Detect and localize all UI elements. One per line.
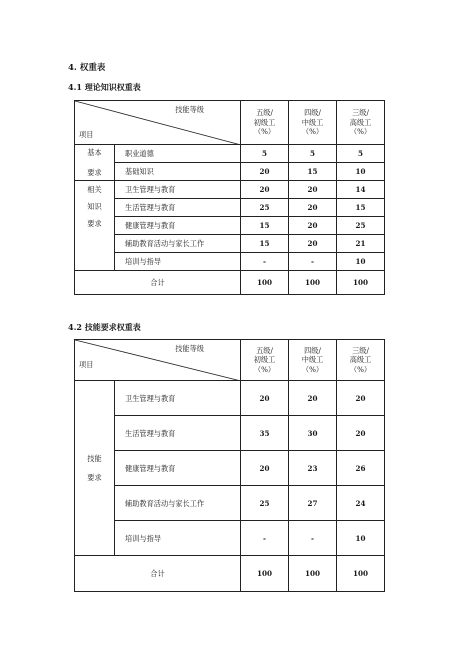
table1-corner-top-label: 技能等级	[175, 105, 204, 114]
table-cell-value: 14	[337, 181, 385, 199]
table-row	[75, 381, 385, 416]
table2-corner-top-label: 技能等级	[175, 344, 204, 353]
table-row-item: 健康管理与教育	[115, 451, 241, 486]
table-row-item: 基础知识	[115, 163, 241, 181]
table-row	[75, 253, 385, 271]
table-row-item: 生活管理与教育	[115, 199, 241, 217]
table-cell-value: 100	[337, 556, 385, 592]
table-row-item: 培训与指导	[115, 521, 241, 556]
table1-level-header-3: 三级/ 高级工 （%）	[337, 101, 385, 145]
table-cell-value: 27	[289, 486, 337, 521]
table1-title: 4.1 理论知识权重表	[68, 82, 141, 92]
table-cell-value: 20	[289, 199, 337, 217]
table-row	[75, 451, 385, 486]
table-cell-value: 20	[337, 416, 385, 451]
table-cell-value: 20	[289, 235, 337, 253]
table-row-item: 生活管理与教育	[115, 416, 241, 451]
table-cell-value: 5	[241, 145, 289, 163]
table-row	[75, 486, 385, 521]
table-cell-value: 15	[337, 199, 385, 217]
table-row	[75, 199, 385, 217]
table-cell-value: 10	[337, 163, 385, 181]
table1-category-related: 相关 知识 要求	[75, 181, 115, 271]
table-cell-value: 20	[289, 381, 337, 416]
table-cell-value: -	[241, 521, 289, 556]
table2-category-skill: 技能 要求	[75, 381, 115, 556]
table-row-item: 健康管理与教育	[115, 217, 241, 235]
table-cell-value: -	[289, 521, 337, 556]
table-cell-value: 23	[289, 451, 337, 486]
table2-corner-bottom-label: 项目	[79, 360, 94, 369]
table1-level-header-5: 五级/ 初级工 （%）	[241, 101, 289, 145]
table-cell-value: 24	[337, 486, 385, 521]
table-cell-value: 20	[241, 163, 289, 181]
table1-total-row	[75, 271, 385, 295]
table-cell-value: 26	[337, 451, 385, 486]
table-cell-value: 20	[241, 451, 289, 486]
table-cell-value: 100	[241, 271, 289, 295]
table2-total-row	[75, 556, 385, 592]
table-cell-value: -	[241, 253, 289, 271]
table1-diagonal-line	[75, 101, 241, 145]
section-title: 4. 权重表	[68, 63, 106, 73]
table-cell-value: 100	[241, 556, 289, 592]
table-row	[75, 416, 385, 451]
table-row	[75, 181, 385, 199]
table-row-item: 卫生管理与教育	[115, 381, 241, 416]
table-cell-value: 20	[337, 381, 385, 416]
table-cell-value: 100	[289, 271, 337, 295]
table2-corner-cell	[75, 340, 241, 381]
table-cell-value: 5	[289, 145, 337, 163]
table2-level-header-4: 四级/ 中级工 （%）	[289, 340, 337, 381]
table-cell-value: 10	[337, 253, 385, 271]
table2-diagonal-line	[75, 340, 241, 381]
table-cell-value: 10	[337, 521, 385, 556]
table-row	[75, 145, 385, 163]
table-row-item: 辅助教育活动与家长工作	[115, 486, 241, 521]
table-row	[75, 163, 385, 181]
table2-level-header-5: 五级/ 初级工 （%）	[241, 340, 289, 381]
table-cell-value: 20	[241, 181, 289, 199]
table-row	[75, 235, 385, 253]
table-cell-value: 100	[289, 556, 337, 592]
table2-level-header-3: 三级/ 高级工 （%）	[337, 340, 385, 381]
table2-header-row	[75, 340, 385, 381]
table-cell-value: 5	[337, 145, 385, 163]
table-row-item: 辅助教育活动与家长工作	[115, 235, 241, 253]
table1-corner-bottom-label: 项目	[79, 130, 94, 139]
table1-header-row	[75, 101, 385, 145]
table-cell-value: 25	[241, 199, 289, 217]
table2-total-label: 合计	[75, 556, 241, 592]
table1-level-header-4: 四级/ 中级工 （%）	[289, 101, 337, 145]
table2-title: 4.2 技能要求权重表	[68, 322, 141, 332]
table-row-item: 职业道德	[115, 145, 241, 163]
table-cell-value: 15	[241, 217, 289, 235]
table-cell-value: -	[289, 253, 337, 271]
table-row-item: 卫生管理与教育	[115, 181, 241, 199]
table-cell-value: 25	[241, 486, 289, 521]
table-cell-value: 25	[337, 217, 385, 235]
table1-category-basic: 基本 要求	[75, 145, 115, 181]
table-cell-value: 35	[241, 416, 289, 451]
table-cell-value: 20	[241, 381, 289, 416]
theory-weight-table	[74, 100, 385, 295]
table1-corner-cell	[75, 101, 241, 145]
table-row	[75, 217, 385, 235]
table-cell-value: 20	[289, 181, 337, 199]
table-cell-value: 15	[289, 163, 337, 181]
table-cell-value: 20	[289, 217, 337, 235]
table-cell-value: 15	[241, 235, 289, 253]
table-row	[75, 521, 385, 556]
table1-total-label: 合计	[75, 271, 241, 295]
table-cell-value: 21	[337, 235, 385, 253]
table-cell-value: 30	[289, 416, 337, 451]
table-cell-value: 100	[337, 271, 385, 295]
skill-weight-table	[74, 339, 385, 592]
table-row-item: 培训与指导	[115, 253, 241, 271]
